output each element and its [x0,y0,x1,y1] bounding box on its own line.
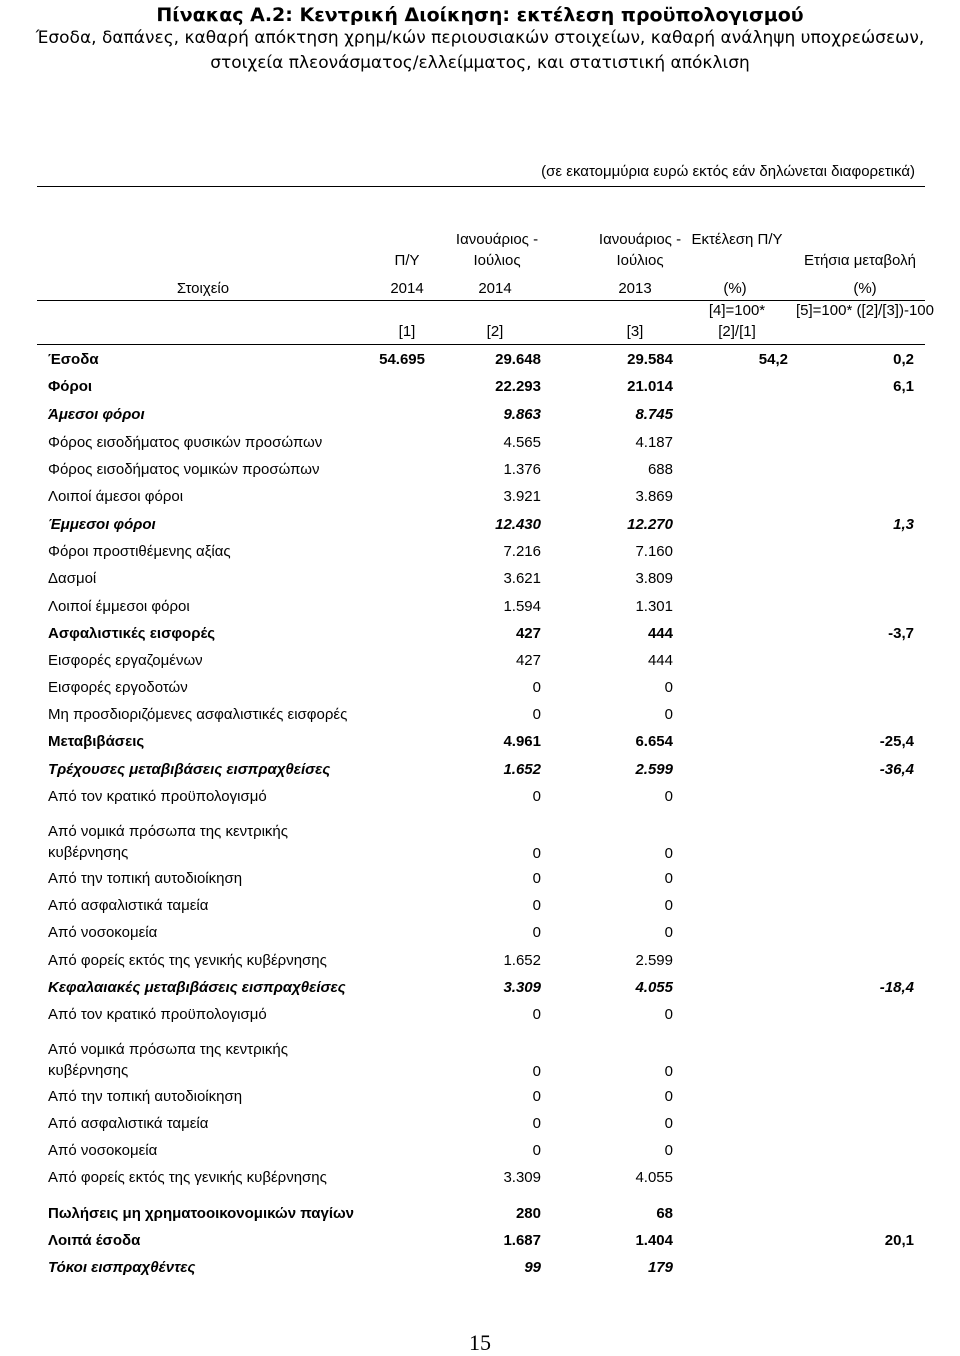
table-row [48,486,928,508]
row-label: Λοιποί έμμεσοι φόροι [48,598,190,615]
cell-jan-jul-2014: 4.961 [503,733,541,750]
cell-jan-jul-2014: 0 [532,1142,541,1159]
cell-jan-jul-2014: 427 [515,652,541,669]
header-bottom-rule [37,344,925,345]
cell-jan-jul-2013: 8.745 [635,406,673,423]
cell-jan-jul-2014: 0 [532,706,541,723]
cell-jan-jul-2013: 2.599 [635,761,673,778]
top-rule [37,186,925,187]
header-col2-ref: [2] [486,323,504,340]
header-col3-ref: [3] [626,323,644,340]
cell-jan-jul-2014: 9.863 [503,406,541,423]
table-row [48,623,928,645]
cell-annual-change-pct: -36,4 [879,761,914,778]
cell-jan-jul-2013: 3.869 [635,488,673,505]
cell-jan-jul-2013: 444 [647,652,673,669]
table-row [48,1167,928,1189]
table-row [48,432,928,454]
row-label: Τρέχουσες μεταβιβάσεις εισπραχθείσες [48,761,331,778]
cell-budget-2014: 54.695 [379,351,425,368]
table-row [48,868,928,890]
header-col2-year: 2014 [478,280,512,297]
row-label: Μεταβιβάσεις [48,733,145,750]
cell-annual-change-pct: 0,2 [893,351,914,368]
cell-annual-change-pct: 20,1 [884,1232,914,1249]
table-row [48,759,928,781]
row-label: Φόροι προστιθέμενης αξίας [48,543,231,560]
cell-jan-jul-2013: 0 [664,897,673,914]
table-row [48,596,928,618]
cell-jan-jul-2013: 29.584 [627,351,673,368]
header-col3-year: 2013 [618,280,652,297]
cell-jan-jul-2013: 4.187 [635,434,673,451]
row-label: Από φορείς εκτός της γενικής κυβέρνησης [48,952,327,969]
table-row [48,704,928,726]
row-label: Από τον κρατικό προϋπολογισμό [48,788,267,805]
table-title: Πίνακας Α.2: Κεντρική Διοίκηση: εκτέλεση προϋπολογισμού [156,4,804,26]
row-label: Φόροι [48,378,93,395]
header-col4-unit: (%) [723,280,747,297]
cell-jan-jul-2014: 4.565 [503,434,541,451]
row-label: Από νομικά πρόσωπα της κεντρικής κυβέρνησης [48,823,289,861]
row-label: Τόκοι εισπραχθέντες [48,1259,196,1276]
table-row [48,950,928,972]
row-label: Εισφορές εργοδοτών [48,679,188,696]
cell-jan-jul-2014: 12.430 [495,516,541,533]
header-col5-top: Ετήσια μεταβολή [804,252,916,269]
row-label: Μη προσδιοριζόμενες ασφαλιστικές εισφορές [48,706,348,723]
cell-jan-jul-2013: 7.160 [635,543,673,560]
cell-jan-jul-2013: 0 [664,679,673,696]
cell-jan-jul-2013: 0 [664,870,673,887]
row-label: Από την τοπική αυτοδιοίκηση [48,870,243,887]
cell-jan-jul-2013: 179 [647,1259,673,1276]
header-col5-ref: [5]=100* ([2]/[3])-100 [795,302,934,319]
cell-jan-jul-2013: 3.809 [635,570,673,587]
row-label: Έσοδα [48,351,99,368]
row-label: Φόρος εισοδήματος φυσικών προσώπων [48,434,323,451]
table-row [48,731,928,753]
cell-jan-jul-2013: 1.301 [635,598,673,615]
header-col5-unit: (%) [853,280,877,297]
cell-jan-jul-2013: 0 [664,924,673,941]
row-label: Φόρος εισοδήματος νομικών προσώπων [48,461,320,478]
table-row [48,1257,928,1279]
cell-jan-jul-2013: 0 [664,788,673,805]
row-label: Από νομικά πρόσωπα της κεντρικής κυβέρνησης [48,1041,289,1079]
header-col1-top: Π/Υ [394,252,420,269]
cell-jan-jul-2014: 0 [532,788,541,805]
table-row [48,514,928,536]
cell-jan-jul-2014: 1.652 [503,761,541,778]
header-item-label: Στοιχείο [176,280,230,297]
row-label: Λοιποί άμεσοι φόροι [48,488,184,505]
cell-jan-jul-2014: 3.921 [503,488,541,505]
cell-jan-jul-2014: 1.594 [503,598,541,615]
table-row [48,1113,928,1135]
cell-execution-pct: 54,2 [758,351,788,368]
row-label: Από τον κρατικό προϋπολογισμό [48,1006,267,1023]
cell-jan-jul-2014: 0 [532,924,541,941]
cell-jan-jul-2014: 0 [532,897,541,914]
row-label: Από ασφαλιστικά ταμεία [48,897,209,914]
table-row [48,404,928,426]
table-row [48,895,928,917]
cell-jan-jul-2014: 427 [515,625,541,642]
row-label: Εισφορές εργαζομένων [48,652,203,669]
header-col4-top: Εκτέλεση Π/Υ [691,231,783,248]
header-col1-year: 2014 [390,280,424,297]
cell-annual-change-pct: 6,1 [893,378,914,395]
table-row [48,677,928,699]
cell-jan-jul-2014: 3.621 [503,570,541,587]
cell-jan-jul-2014: 1.687 [503,1232,541,1249]
row-label: Κεφαλαιακές μεταβιβάσεις εισπραχθείσες [48,979,346,996]
table-subtitle-line2: στοιχεία πλεονάσματος/ελλείμματος, και στατιστική απόκλιση [210,53,750,73]
cell-jan-jul-2014: 0 [532,870,541,887]
table-row [48,1230,928,1252]
table-row [48,977,928,999]
units-note: (σε εκατομμύρια ευρώ εκτός εάν δηλώνεται διαφορετικά) [541,163,915,180]
cell-jan-jul-2014: 29.648 [495,351,541,368]
table-row [48,459,928,481]
table-subtitle-line1: Έσοδα, δαπάνες, καθαρή απόκτηση χρημ/κών περιουσιακών στοιχείων, καθαρή ανάληψη υποχρεώσεων, [35,28,925,48]
table-row [48,1004,928,1026]
table-row [48,1203,928,1225]
cell-annual-change-pct: -3,7 [888,625,914,642]
table-row [48,1039,928,1083]
cell-jan-jul-2013: 0 [664,1063,673,1080]
cell-jan-jul-2013: 68 [656,1205,673,1222]
row-label: Έμμεσοι φόροι [48,516,156,533]
cell-jan-jul-2014: 1.376 [503,461,541,478]
cell-jan-jul-2014: 3.309 [503,979,541,996]
row-label: Άμεσοι φόροι [48,406,145,423]
table-row [48,922,928,944]
row-label: Δασμοί [48,570,97,587]
cell-jan-jul-2013: 688 [647,461,673,478]
cell-annual-change-pct: -25,4 [879,733,914,750]
header-col4-ref: [4]=100* [2]/[1] [708,302,766,340]
cell-jan-jul-2013: 0 [664,1142,673,1159]
cell-jan-jul-2013: 4.055 [635,1169,673,1186]
cell-annual-change-pct: 1,3 [893,516,914,533]
row-label: Λοιπά έσοδα [48,1232,141,1249]
cell-jan-jul-2013: 2.599 [635,952,673,969]
table-row [48,1140,928,1162]
table-row [48,1086,928,1108]
header-col2-top: Ιανουάριος - Ιούλιος [455,231,539,269]
row-label: Από φορείς εκτός της γενικής κυβέρνησης [48,1169,327,1186]
cell-jan-jul-2013: 4.055 [635,979,673,996]
cell-jan-jul-2014: 22.293 [495,378,541,395]
cell-jan-jul-2014: 0 [532,1006,541,1023]
cell-jan-jul-2014: 0 [532,1063,541,1080]
table-row [48,541,928,563]
cell-jan-jul-2014: 0 [532,679,541,696]
row-label: Ασφαλιστικές εισφορές [48,625,216,642]
row-label: Από νοσοκομεία [48,1142,158,1159]
cell-jan-jul-2013: 1.404 [635,1232,673,1249]
table-row [48,650,928,672]
cell-jan-jul-2013: 0 [664,706,673,723]
row-label: Από την τοπική αυτοδιοίκηση [48,1088,243,1105]
cell-jan-jul-2013: 444 [647,625,673,642]
cell-jan-jul-2014: 0 [532,1088,541,1105]
table-row [48,821,928,865]
cell-jan-jul-2014: 0 [532,845,541,862]
row-label: Από νοσοκομεία [48,924,158,941]
cell-jan-jul-2014: 7.216 [503,543,541,560]
cell-jan-jul-2013: 6.654 [635,733,673,750]
row-label: Πωλήσεις μη χρηματοοικονομικών παγίων [48,1205,355,1222]
cell-jan-jul-2014: 0 [532,1115,541,1132]
table-row [48,568,928,590]
table-row [48,349,928,371]
page-number: 15 [469,1330,491,1355]
cell-jan-jul-2013: 0 [664,1006,673,1023]
cell-jan-jul-2014: 1.652 [503,952,541,969]
table-row [48,376,928,398]
table-row [48,786,928,808]
cell-jan-jul-2013: 0 [664,1088,673,1105]
header-col3-top: Ιανουάριος - Ιούλιος [598,231,682,269]
cell-jan-jul-2013: 12.270 [627,516,673,533]
title-block [0,0,960,76]
cell-jan-jul-2013: 0 [664,845,673,862]
cell-jan-jul-2014: 280 [515,1205,541,1222]
row-label: Από ασφαλιστικά ταμεία [48,1115,209,1132]
header-col1-ref: [1] [398,323,416,340]
cell-jan-jul-2013: 21.014 [627,378,673,395]
cell-jan-jul-2014: 3.309 [503,1169,541,1186]
cell-jan-jul-2013: 0 [664,1115,673,1132]
cell-annual-change-pct: -18,4 [879,979,914,996]
cell-jan-jul-2014: 99 [524,1259,541,1276]
